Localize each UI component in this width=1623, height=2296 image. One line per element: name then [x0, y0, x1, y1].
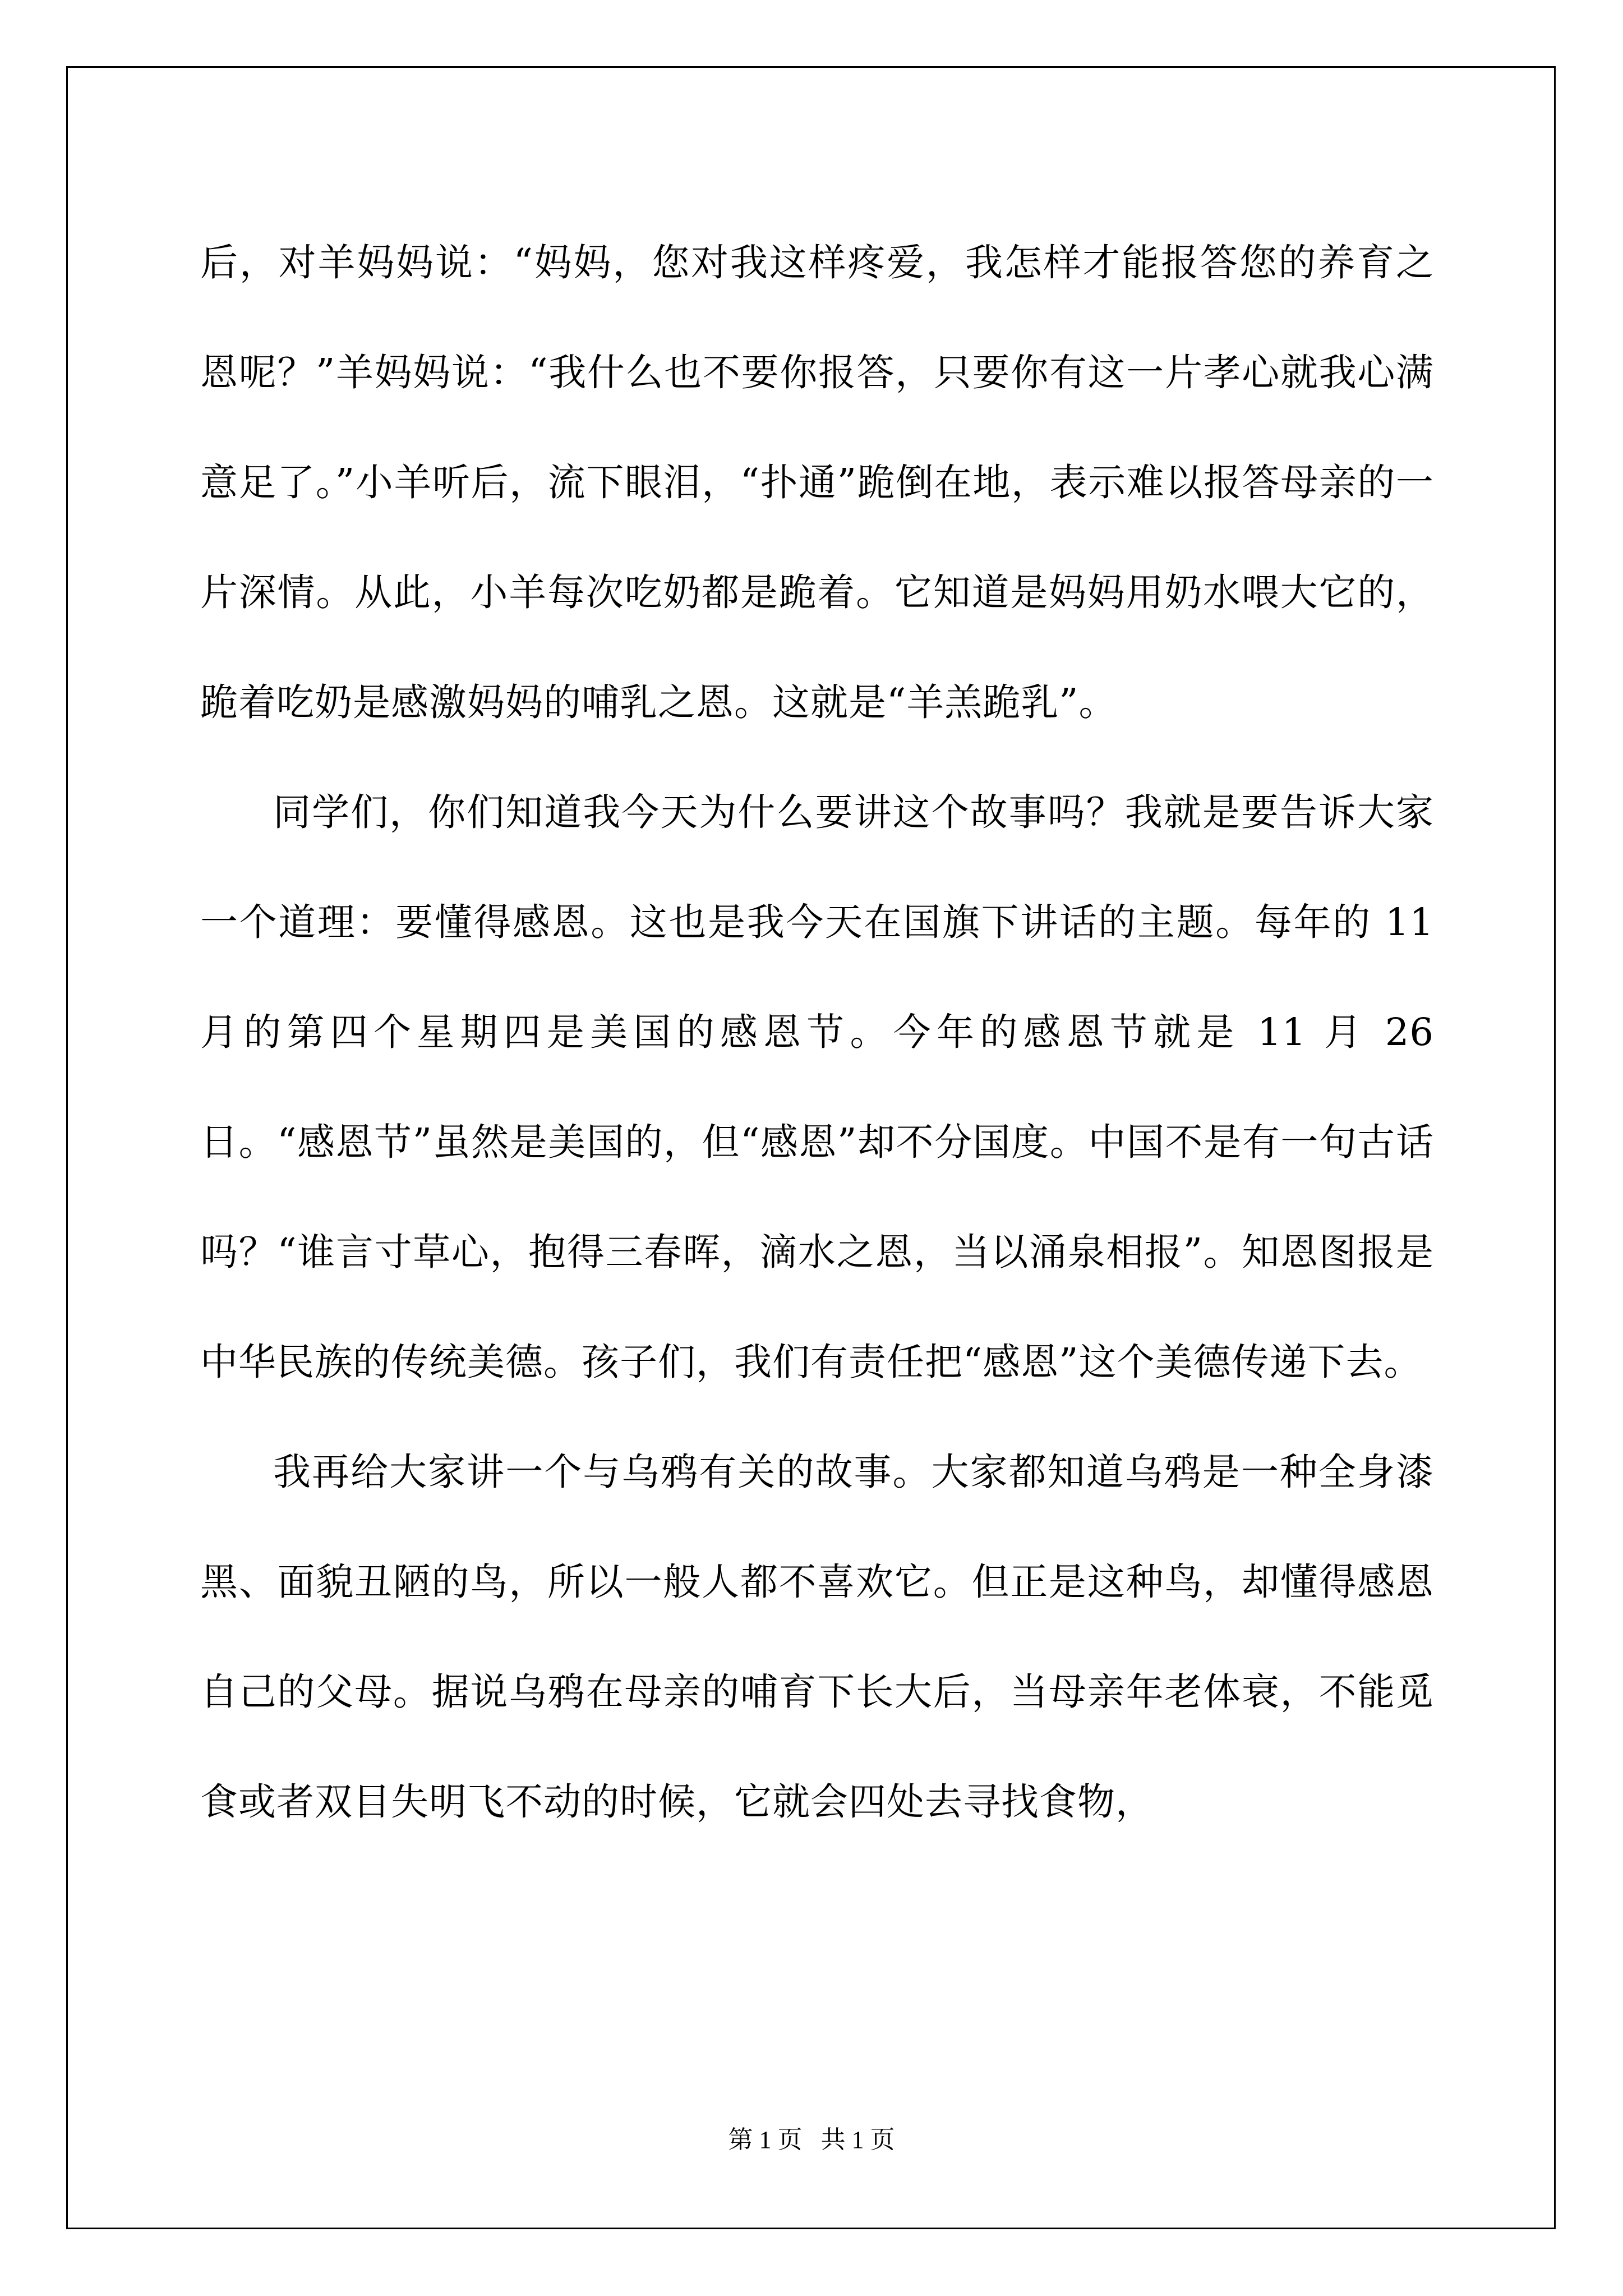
- paragraph-3: 我再给大家讲一个与乌鸦有关的故事。大家都知道乌鸦是一种全身漆黑、面貌丑陋的鸟，所以一般人都不喜欢它。但正是这种鸟，却懂得感恩自己的父母。据说乌鸦在母亲的哺育下长大后，当母亲年老体衰，不能觅食或者双目失明飞不动的时候，它就会四处去寻找食物，: [200, 1450, 1434, 1824]
- document-body: [200, 208, 1434, 1857]
- page-footer: 第 1 页 共 1 页: [728, 2126, 895, 2154]
- paragraph-2: 同学们，你们知道我今天为什么要讲这个故事吗？我就是要告诉大家一个道理：要懂得感恩。这也是我今天在国旗下讲话的主题。每年的 11 月的第四个星期四是美国的感恩节。今年的感恩节就是 11 月 26 日。“感恩节”虽然是美国的，但“感恩”却不分国度。中国不是有一句古话吗？“谁言寸草心，抱得三春晖，滴水之恩，当以涌泉相报”。知恩图报是中华民族的传统美德。孩子们，我们有责任把“感恩”这个美德传递下去。: [200, 790, 1434, 1384]
- paragraph-1: 后，对羊妈妈说：“妈妈，您对我这样疼爱，我怎样才能报答您的养育之恩呢？”羊妈妈说：“我什么也不要你报答，只要你有这一片孝心就我心满意足了。”小羊听后，流下眼泪，“扑通”跪倒在地，表示难以报答母亲的一片深情。从此，小羊每次吃奶都是跪着。它知道是妈妈用奶水喂大它的，跪着吃奶是感激妈妈的哺乳之恩。这就是“羊羔跪乳”。: [200, 241, 1434, 724]
